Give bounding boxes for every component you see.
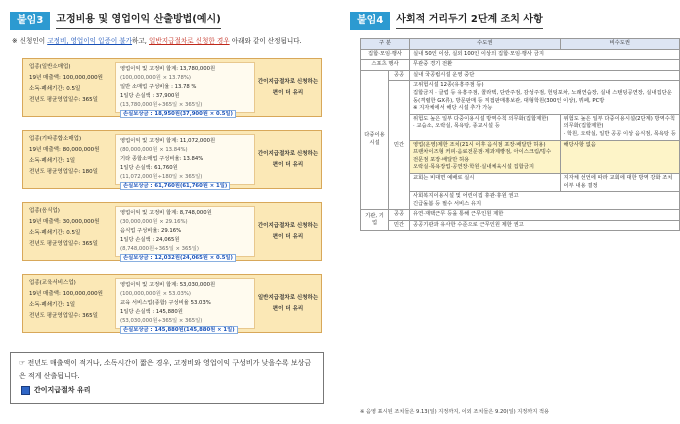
welfare-cell	[410, 192, 680, 210]
case-avg-days: 전년도 평균영업일수: 180일	[29, 169, 98, 175]
case-total: 영업이익 및 고정비 합계: 11,072,000원	[120, 138, 216, 144]
org-label: 기관, 기업	[361, 210, 389, 231]
case-verdict: 일반지급절차로 신청하는 편이 더 유리	[257, 294, 319, 312]
public-value: 실내 국공립시설 운영 중단	[410, 70, 680, 81]
group-multi-use: 다중이용시설	[361, 70, 389, 210]
welfare-title: 사회복지이용시설 및 어린이집 휴관·휴원 권고	[413, 193, 519, 200]
case-verdict: 간이지급절차로 신청하는 편이 더 유리	[257, 150, 319, 168]
case-calc	[115, 206, 255, 261]
case-sales: 19년 매출액: 80,000,000원	[29, 147, 100, 153]
church-cell: 교회는 비대면 예배로 실시	[410, 173, 561, 191]
note-mid: 하고,	[132, 37, 147, 45]
note	[10, 36, 340, 46]
high-risk-note: ※ 지자체에서 해당 시설 추가 가능	[413, 105, 493, 112]
case-type: 업종(일반소매업)	[29, 64, 71, 70]
case-type: 업종(교육서비스업)	[29, 280, 76, 286]
note-suffix: 아래와 같이 산정됩니다.	[231, 37, 302, 45]
case-verdict: 간이지급절차로 신청하는 편이 더 유리	[257, 78, 319, 96]
restriction-nonmetro-cell: 해당사항 없음	[560, 140, 679, 173]
header-nonmetro: 비수도권	[560, 39, 679, 50]
annex-badge: 붙임3	[10, 12, 50, 30]
case-total: 영업이익 및 고정비 합계: 13,780,000원	[120, 66, 216, 72]
case-daily-loss: 1일당 손실액 : 24,065원	[120, 237, 180, 243]
header-metro: 수도권	[410, 39, 561, 50]
note-highlight-blue: 고정비, 영업이익 입증이 불가	[47, 37, 133, 45]
case-compensation: 손실보상금 : 12,032원(24,065원 × 0.5일)	[120, 254, 236, 262]
simple-procedure-label: 간이지급절차 유리	[34, 386, 91, 394]
restriction-cell	[410, 140, 561, 173]
simple-procedure-button[interactable]	[21, 385, 323, 395]
case-daily-formula: (8,748,000원÷365일 × 365일)	[120, 246, 199, 252]
header-division: 구 분	[361, 39, 410, 50]
case-verdict: 간이지급절차로 신청하는 편이 더 유리	[257, 222, 319, 240]
case-compensation: 손실보상금 : 145,880원(145,880원 × 1일)	[120, 326, 238, 334]
case-daily-formula: (11,072,000원÷180일 × 365일)	[120, 174, 203, 180]
row-gathering-value: 실내 50인 이상, 실외 100인 이상의 집합·모임·행사 금지	[410, 49, 680, 60]
case-avg-days: 전년도 평균영업일수: 365일	[29, 97, 98, 103]
nonmetro-risk-title: 위험도 높은 일부 다중이용시설(2단계) 방역수칙 의무화(집합제한)	[563, 115, 675, 130]
case-card	[22, 58, 322, 117]
case-daily-loss: 1일당 손실액 : 37,900원	[120, 93, 180, 99]
case-total-formula: (80,000,000원 × 13.84%)	[120, 147, 188, 153]
case-calc	[115, 62, 255, 117]
case-days: 소독·폐쇄기간: 0.5일	[29, 86, 81, 92]
case-calc	[115, 134, 255, 189]
case-inputs	[23, 131, 115, 188]
footnote: ※ 음영 표시된 조치들은 9.13(일) 지정까지, 이외 조치들은 9.20(일) 지정까지 적용	[360, 409, 549, 415]
welfare-detail: 긴급돌봄 등 필수 서비스 유지	[413, 200, 482, 207]
left-title: 고정비용 및 영업이익 산출방법(예시)	[56, 13, 221, 29]
left-title-row	[10, 10, 340, 32]
org-public-value: 유연·재택근무 등을 통해 근무인원 제한	[410, 210, 680, 221]
case-total-formula: (100,000,000원 × 13.78%)	[120, 75, 191, 81]
case-ratio: 교육 서비스업(종합) 구성비율 53.03%	[120, 300, 211, 306]
high-risk-cell	[410, 81, 680, 114]
case-total-formula: (30,000,000원 × 29.16%)	[120, 219, 188, 225]
case-card	[22, 202, 322, 261]
nonmetro-risk-cell	[560, 114, 679, 140]
row-sports-value: 무관중 경기 전환	[410, 60, 680, 71]
metro-risk-cell	[410, 114, 561, 140]
case-days: 소독·폐쇄기간: 1일	[29, 302, 76, 308]
public-label: 공공	[389, 70, 410, 81]
case-avg-days: 전년도 평균영업일수: 365일	[29, 313, 98, 319]
bottom-summary-box	[10, 352, 324, 404]
restriction-detail-b: 오락실·목욕장업·공연장·학원·실내체육시설 집합금지	[413, 164, 535, 171]
restriction-detail: 프랜차이즈형 커피·음료전문점·제과제빵점, 아이스크림/빙수 전문점 포장·배달만 허용	[413, 149, 552, 163]
high-risk-title: 고위험시설 12종(유흥주점 등)	[413, 82, 484, 89]
right-title-row	[350, 10, 675, 32]
case-compensation: 손실보상금 : 61,760원(61,760원 × 1일)	[120, 182, 230, 190]
note-highlight-red: 일반지급절차로 신청한 경우	[149, 37, 230, 45]
case-card	[22, 274, 322, 333]
case-days: 소독·폐쇄기간: 1일	[29, 158, 76, 164]
metro-risk-detail: · 교습소, 오락실, 목욕탕, 종교시설 등	[413, 123, 500, 130]
org-public-label: 공공	[389, 210, 410, 221]
case-ratio: 기타 종합소매업 구성비율: 13.84%	[120, 156, 204, 162]
case-daily-loss: 1일당 손실액 : 145,880원	[120, 309, 183, 315]
row-sports-label: 스포츠 행사	[361, 60, 410, 71]
org-private-label: 민간	[389, 220, 410, 231]
church-nonmetro-cell: 지자체 선언에 따라 교회에 대한 방역 강화 조치 이부 내용 결정	[560, 173, 679, 191]
case-daily-formula: (53,030,000원÷365일 × 365일)	[120, 318, 203, 324]
case-card	[22, 130, 322, 189]
metro-risk-title: 위험도 높은 일부 다중이용시설 방역수칙 의무화(집합제한)	[413, 115, 549, 122]
case-daily-formula: (13,780,000원÷365일 × 365일)	[120, 102, 203, 108]
case-inputs	[23, 59, 115, 116]
restriction-title: 영업(운영)제한 조치(21시 이후 음식점 포장·배달만 허용)	[413, 141, 546, 148]
case-inputs	[23, 275, 115, 332]
case-type: 업종(기타종합소매업)	[29, 136, 82, 142]
case-calc	[115, 278, 255, 333]
annex-badge: 붙임4	[350, 12, 390, 30]
bottom-text: ☞ 전년도 매출액이 적거나, 소독시간이 짧은 경우, 고정비와 영업이익 구성비가 낮을수록 보상금은 적게 산출됩니다.	[19, 359, 312, 380]
note-prefix: ※ 신청인이	[12, 37, 46, 45]
case-ratio: 일반 소매업 구성비율 : 13.78 %	[120, 84, 197, 90]
case-days: 소독·폐쇄기간: 0.5일	[29, 230, 81, 236]
org-private-value: 공공기관과 유사한 수준으로 근무인원 제한 권고	[410, 220, 680, 231]
row-gathering-label: 집합·모임·행사	[361, 49, 410, 60]
case-sales: 19년 매출액: 100,000,000원	[29, 291, 103, 297]
case-compensation: 손실보상금 : 18,950원(37,900원 × 0.5일)	[120, 110, 236, 118]
case-total: 영업이익 및 고정비 합계: 53,030,000원	[120, 282, 216, 288]
measures-table	[360, 38, 680, 231]
case-avg-days: 전년도 평균영업일수: 365일	[29, 241, 98, 247]
right-title: 사회적 거리두기 2단계 조치 사항	[396, 13, 542, 29]
case-total: 영업이익 및 고정비 합계: 8,748,000원	[120, 210, 212, 216]
private-label: 민간	[389, 81, 410, 210]
high-risk-detail: 집합금지 · 클럽 등 유흥주점, 콜라텍, 단란주점, 감성주점, 헌팅포차, 노래연습장, 실내 스탠딩공연장, 실내집단운동(격렬한 GX류), 방문판매 등 직접판매홍보관, 대형학원(300인 이상), 뷔페, PC방	[413, 89, 672, 104]
case-type: 업종(음식업)	[29, 208, 60, 214]
case-total-formula: (100,000,000원 × 53.03%)	[120, 291, 191, 297]
case-sales: 19년 매출액: 100,000,000원	[29, 75, 103, 81]
arrow-icon	[21, 386, 30, 395]
nonmetro-risk-detail: · 학원, 오락실, 일반 공공 이상 음식점, 목욕탕 등	[563, 130, 676, 137]
case-inputs	[23, 203, 115, 260]
case-daily-loss: 1일당 손실액: 61,760원	[120, 165, 178, 171]
case-sales: 19년 매출액: 30,000,000원	[29, 219, 100, 225]
case-ratio: 음식업 구성비율: 29.16%	[120, 228, 182, 234]
